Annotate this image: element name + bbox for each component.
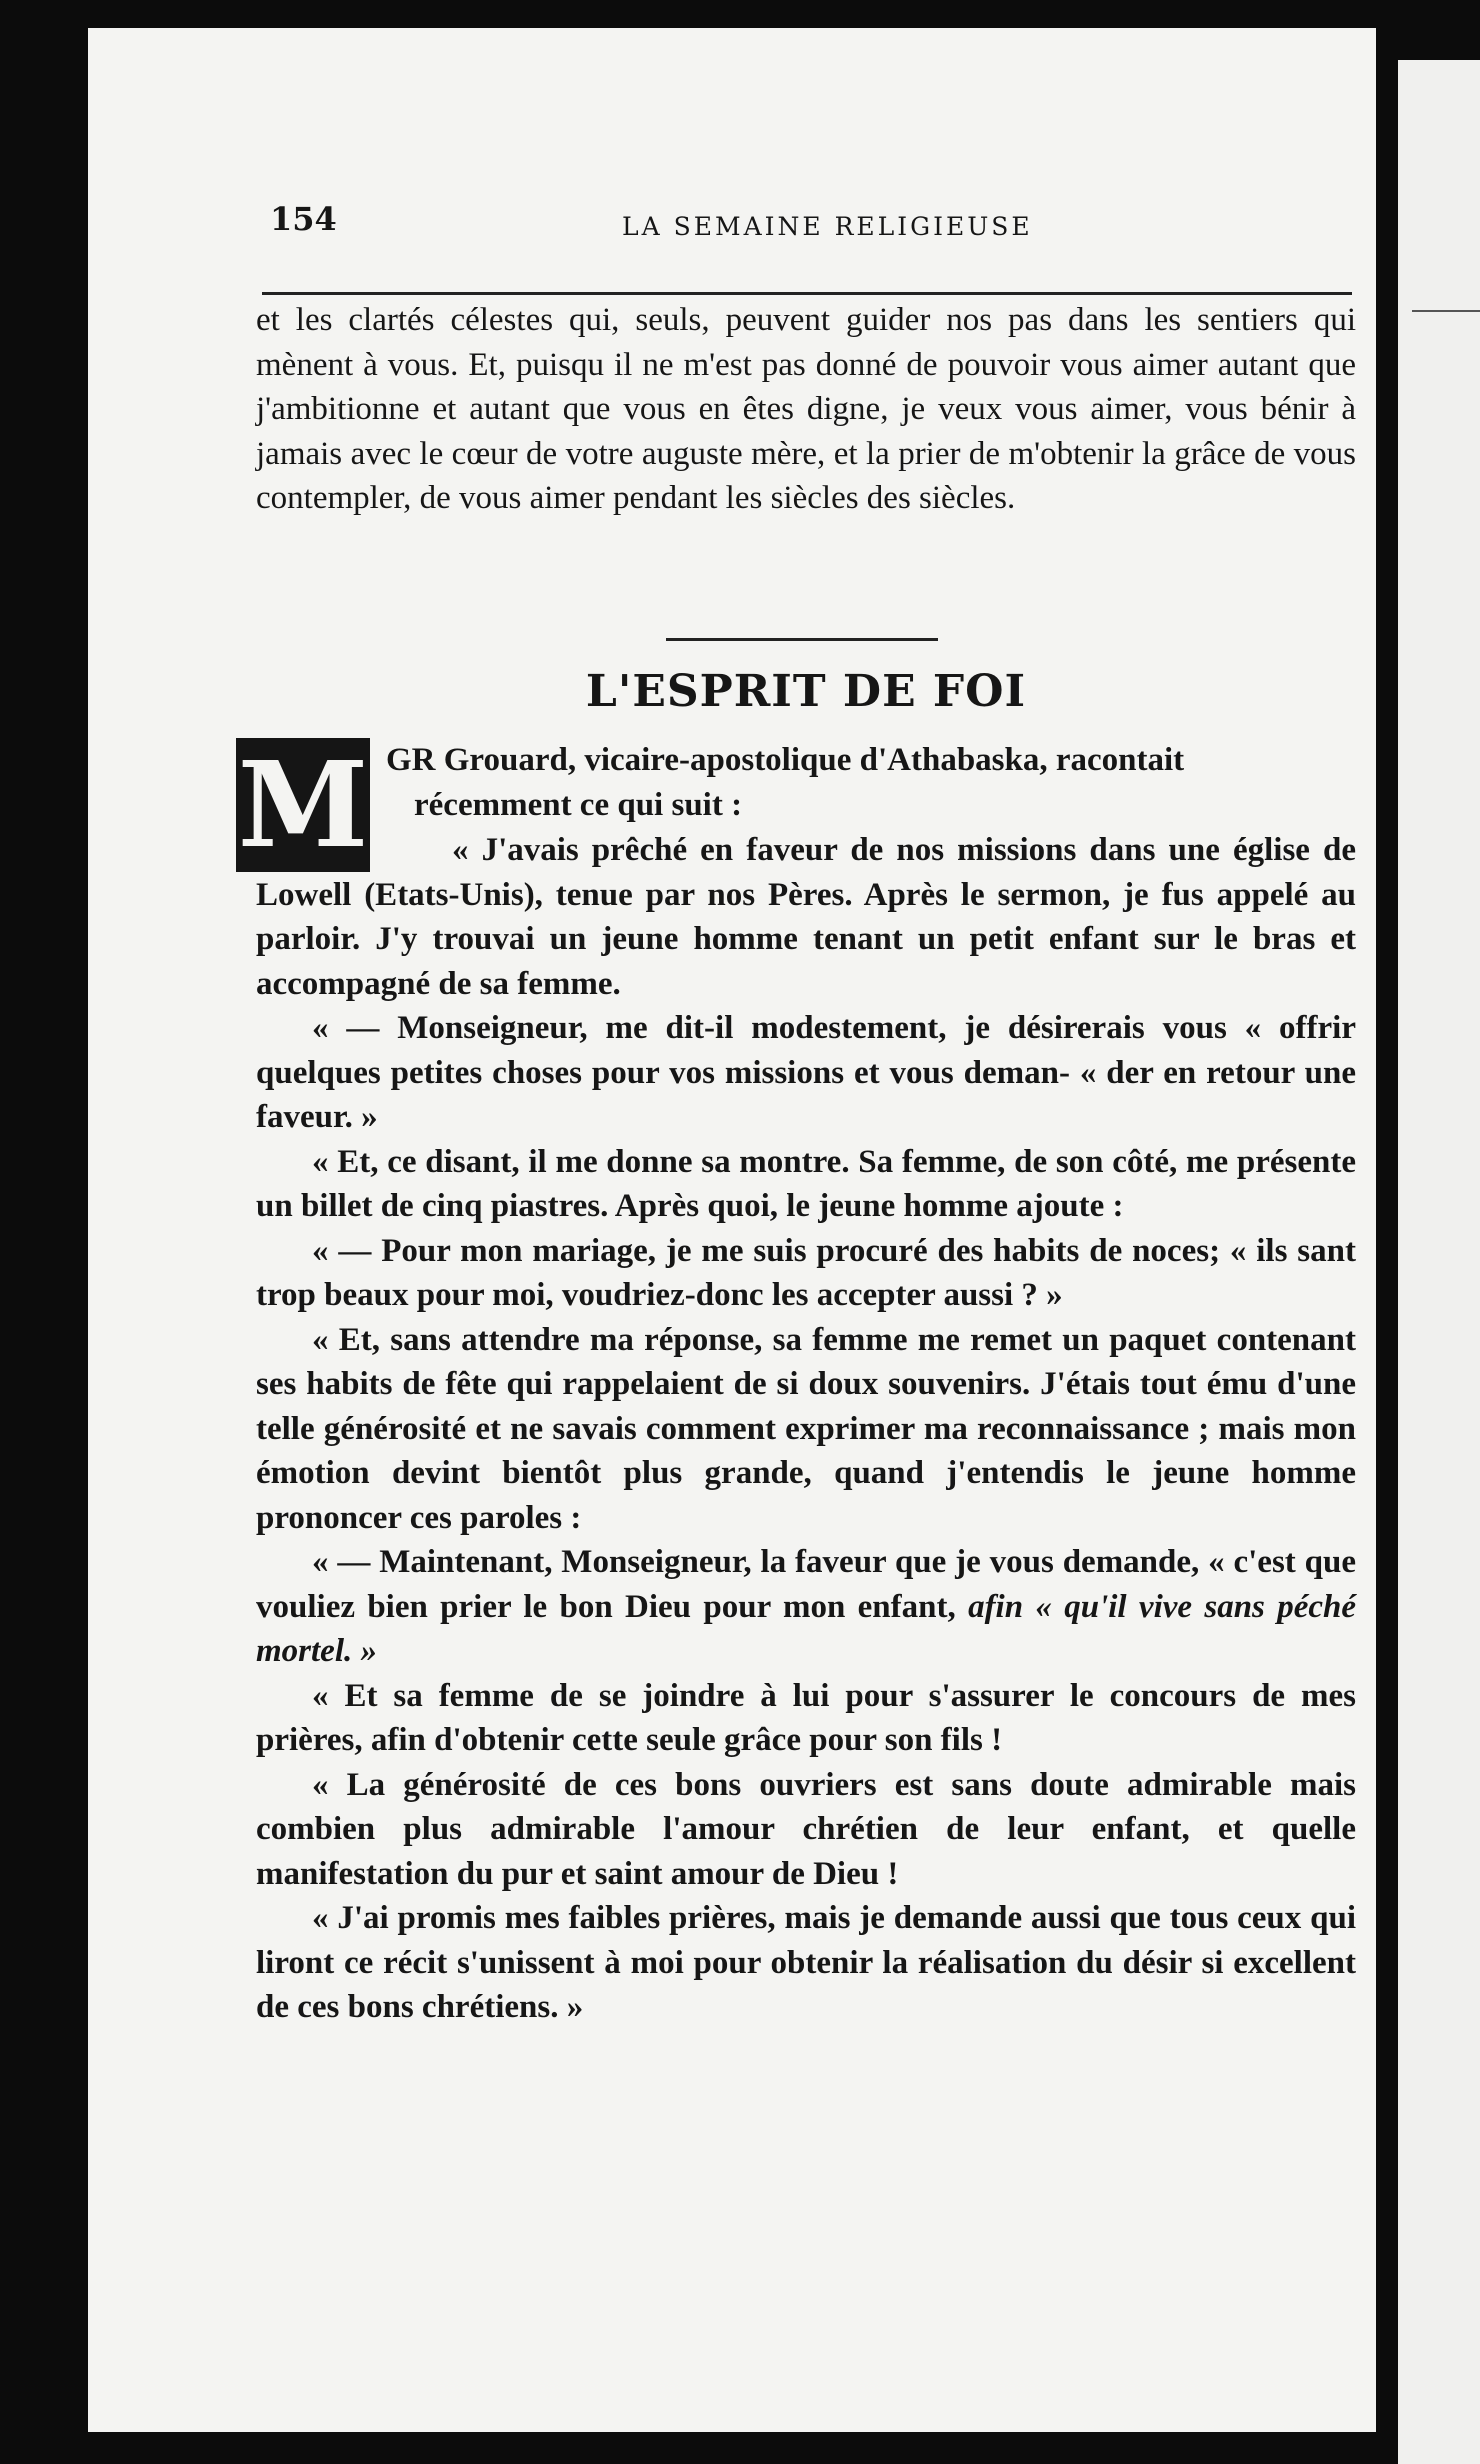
paragraph: « — Pour mon mariage, je me suis procuré des habits de noces; « ils sant trop beaux pour moi, voudriez-donc les accepter aussi ? » [256,1232,1356,1313]
section-divider [666,638,938,641]
paragraph-text: « — Maintenant, Monseigneur, la faveur que je vous demande, « c'est que vouliez bien prier le bon Dieu pour mon enfant, [256,1544,1356,1625]
lead-line-1: GR Grouard, vicaire-apostolique d'Athabaska, racontait [386,742,1185,778]
drop-cap-lead [386,738,1356,827]
article-body [256,828,1356,2030]
paragraph: « — Monseigneur, me dit-il modestement, je désirerais vous « offrir quelques petites choses pour vos missions et vous deman- « der en retour une faveur. » [256,1010,1356,1135]
running-head [270,200,1450,250]
paragraph: « Et, ce disant, il me donne sa montre. Sa femme, de son côté, me présente un billet de cinq piastres. Après quoi, le jeune homme ajoute : [256,1143,1356,1224]
intro-text: et les clartés célestes qui, seuls, peuvent guider nos pas dans les sentiers qui mènent à vous. Et, puisqu il ne m'est pas donné de pouvoir vous aimer autant que j'ambitionne et autant que vous en êtes digne, je veux vous aimer, vous bénir à jamais avec le cœur de votre auguste mère, et la prier de m'obtenir la grâce de vous contempler, de vous aimer pendant les siècles des siècles. [256,302,1356,516]
lead-line-2: récemment ce qui suit : [414,786,743,823]
adjacent-page-edge [1398,60,1480,2464]
paragraph: « J'avais prêché en faveur de nos missions dans une église de Lowell (Etats-Unis), tenue par nos Pères. Après le sermon, je fus appelé au parloir. J'y trouvai un jeune homme tenant un petit enfant sur le bras et accompagné de sa femme. [256,832,1356,1002]
paragraph-with-italic [256,1540,1356,1674]
paragraph: « Et sa femme de se joindre à lui pour s'assurer le concours de mes prières, afin d'obtenir cette seule grâce pour son fils ! [256,1677,1356,1758]
page-number: 154 [270,200,337,238]
drop-cap: M [237,735,369,874]
paragraph: « Et, sans attendre ma réponse, sa femme me remet un paquet contenant ses habits de fête qui rappelaient de si doux souvenirs. J'étais tout ému d'une telle générosité et ne savais comment exprimer ma reconnaissance ; mais mon émotion devint bientôt plus grande, quand j'entendis le jeune homme prononcer ces paroles : [256,1321,1356,1536]
running-title: LA SEMAINE RELIGIEUSE [622,212,1033,241]
intro-paragraph [256,298,1356,521]
paragraph: « La générosité de ces bons ouvriers est sans doute admirable mais combien plus admirable l'amour chrétien de leur enfant, et quelle manifestation du pur et saint amour de Dieu ! [256,1766,1356,1892]
section-title: L'ESPRIT DE FOI [585,666,1027,717]
italic-quote: afin « qu'il vive sans péché mortel. » [256,1588,1357,1669]
paragraph: « J'ai promis mes faibles prières, mais je demande aussi que tous ceux qui liront ce récit s'unissent à moi pour obtenir la réalisation du désir si excellent de ces bons chrétiens. » [256,1900,1356,2025]
header-rule [262,292,1352,295]
adjacent-page-rule [1412,310,1480,312]
